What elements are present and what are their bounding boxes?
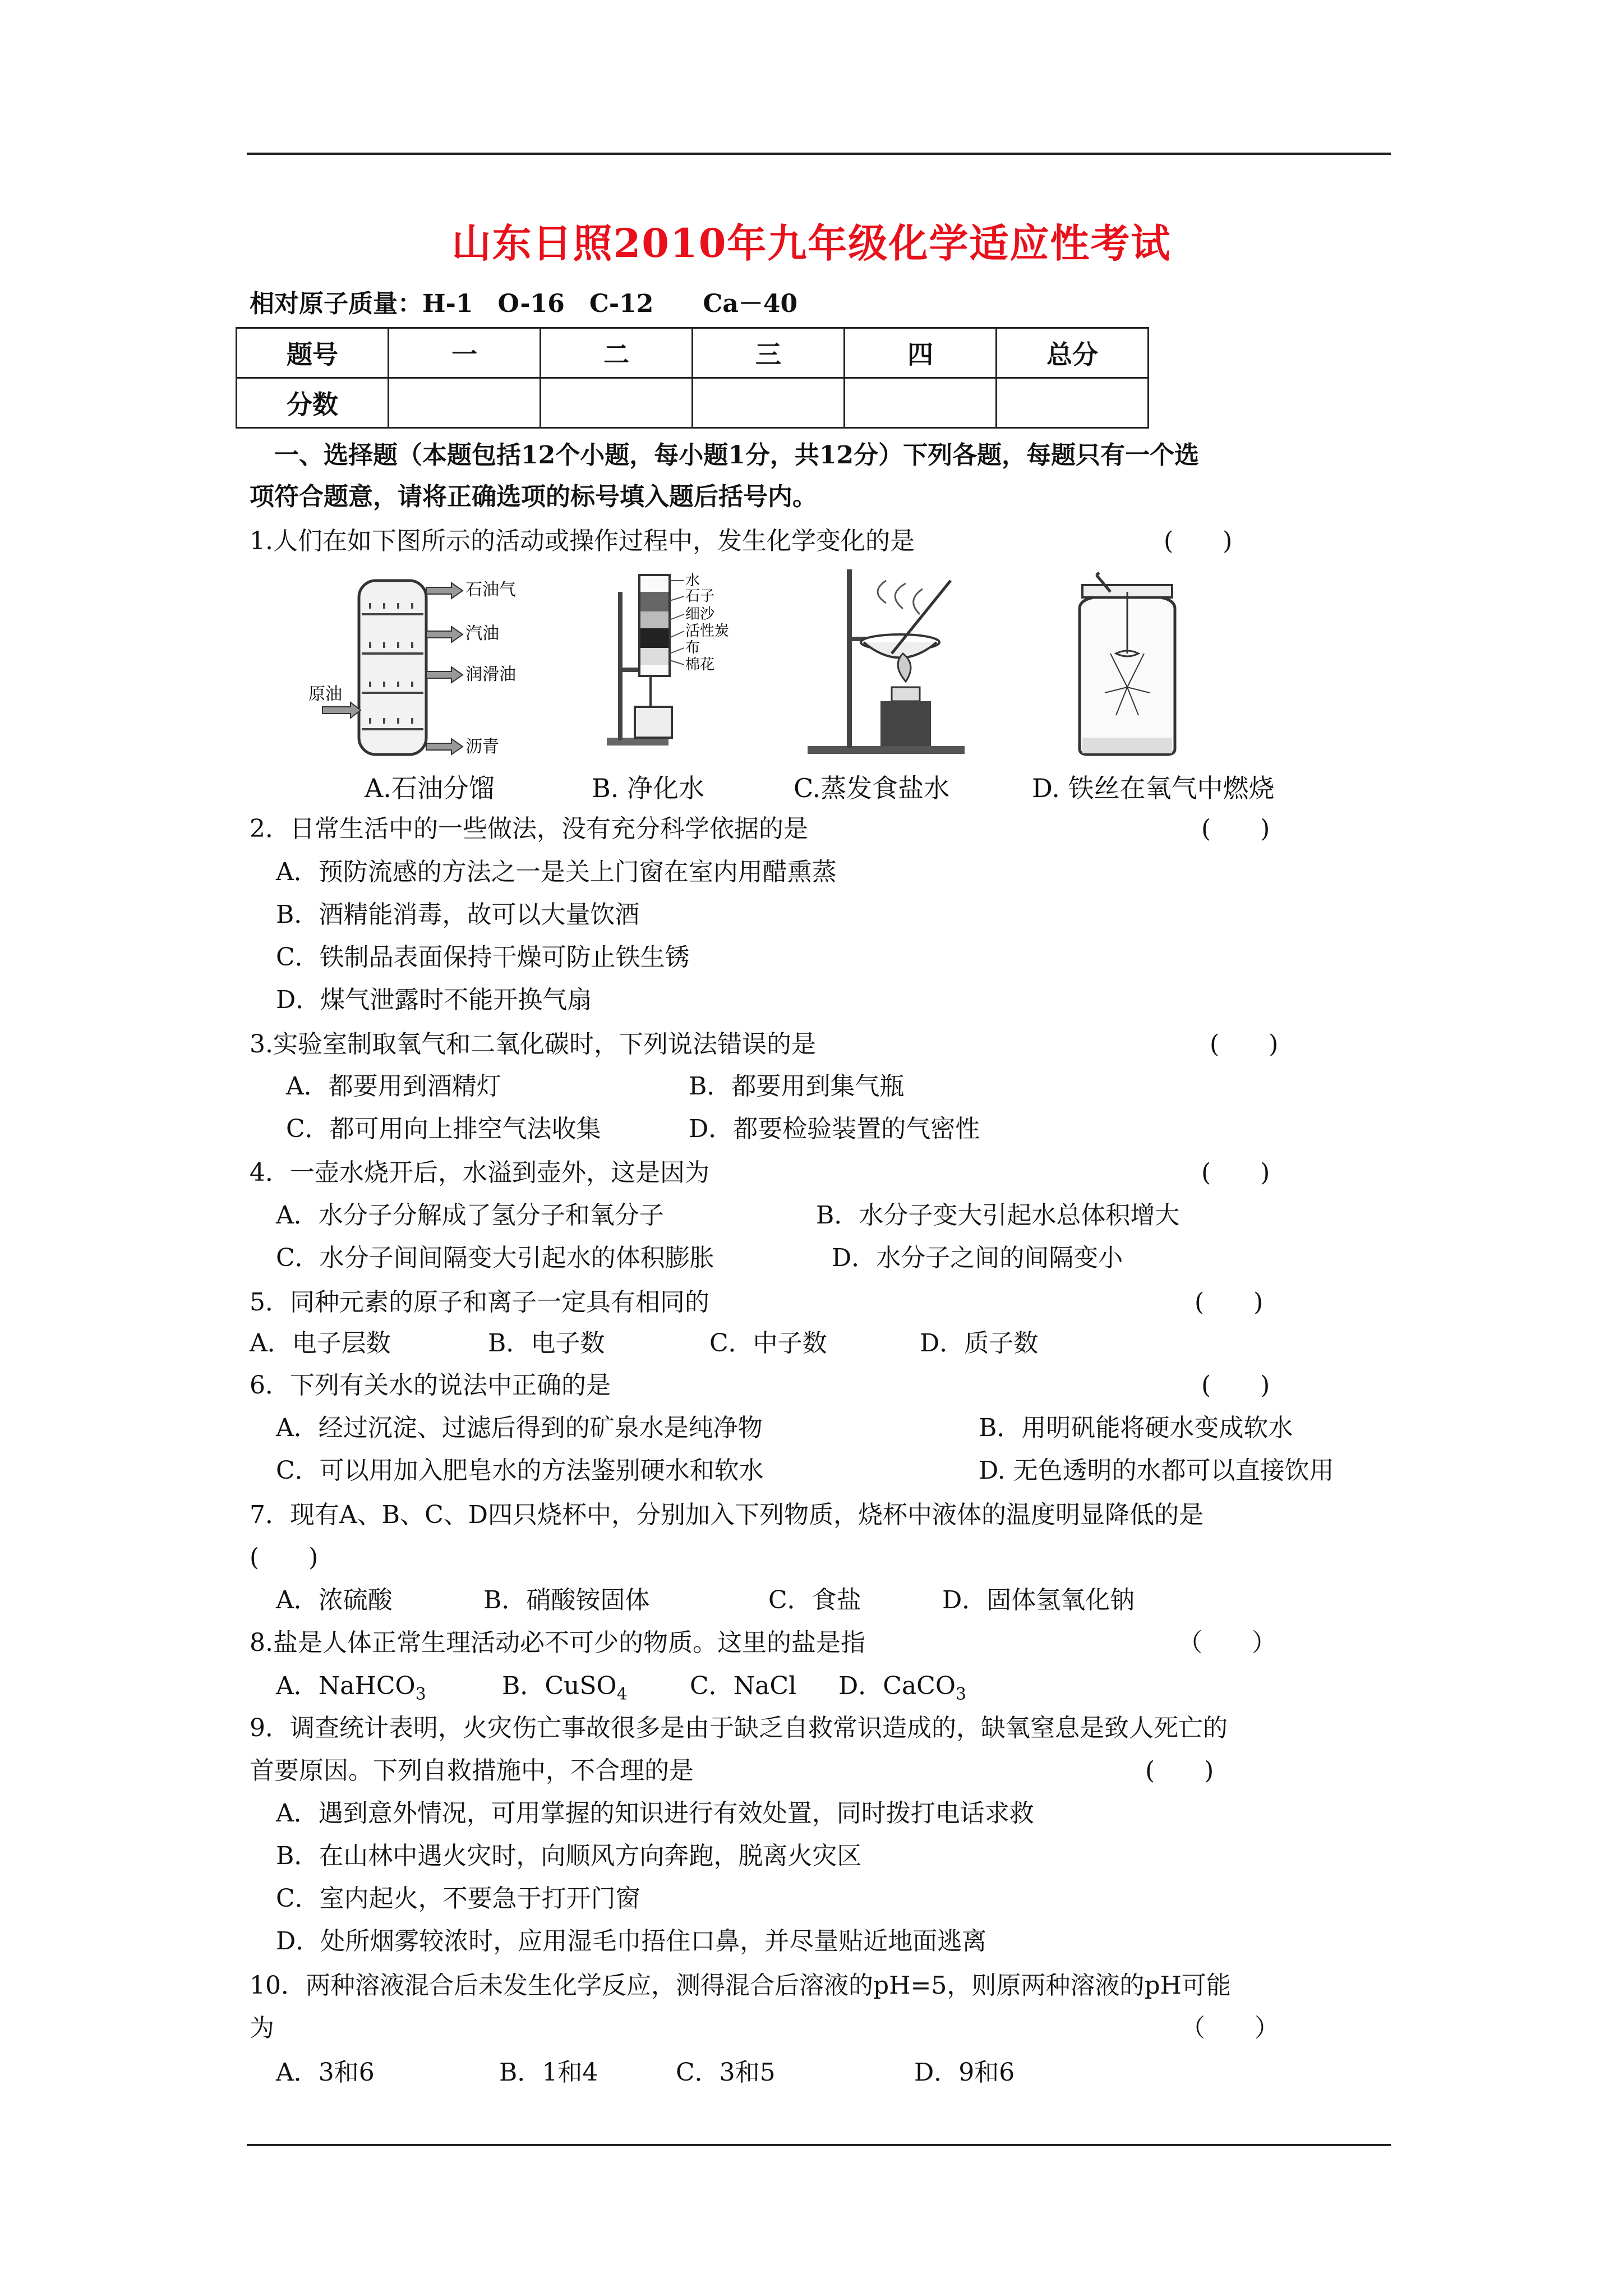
q7-option-a[interactable]: A．浓硫酸 <box>276 1586 393 1614</box>
q9-option-a[interactable]: A．遇到意外情况，可用掌握的知识进行有效处置，同时拨打电话求救 <box>276 1799 1034 1828</box>
score-header-cell: 题号 <box>237 328 389 378</box>
fig-label: 汽油 <box>465 624 499 643</box>
fig-label: 石子 <box>685 588 715 605</box>
q9-option-d[interactable]: D．处所烟雾较浓时，应用湿毛巾捂住口鼻，并尽量贴近地面逃离 <box>276 1927 987 1955</box>
q6-answer-paren[interactable]: ( ) <box>1201 1371 1270 1400</box>
score-cell[interactable] <box>541 378 693 428</box>
score-header-cell: 一 <box>389 328 541 378</box>
q2-stem: 2．日常生活中的一些做法，没有充分科学依据的是 <box>250 815 808 843</box>
q8-option-c[interactable]: C．NaCl <box>690 1672 797 1700</box>
q3-option-c[interactable]: C．都可用向上排空气法收集 <box>286 1115 601 1143</box>
q2-answer-paren[interactable]: ( ) <box>1201 815 1270 843</box>
score-header-cell: 二 <box>541 328 693 378</box>
score-row-label: 分数 <box>237 378 389 428</box>
q5-option-a[interactable]: A．电子层数 <box>250 1329 391 1358</box>
section1-instructions-line2: 项符合题意，请将正确选项的标号填入题后括号内。 <box>250 482 817 511</box>
q8-stem: 8.盐是人体正常生理活动必不可少的物质。这里的盐是指 <box>250 1628 865 1657</box>
score-header-cell: 三 <box>693 328 845 378</box>
score-cell[interactable] <box>845 378 997 428</box>
fig-label: 沥青 <box>465 737 499 757</box>
q3-option-a[interactable]: A．都要用到酒精灯 <box>286 1072 501 1101</box>
q1-answer-paren[interactable]: ( ) <box>1164 527 1233 555</box>
q3-answer-paren[interactable]: ( ) <box>1210 1030 1279 1059</box>
bottom-rule <box>247 2144 1391 2146</box>
q10-stem-line2: 为 <box>250 2014 274 2042</box>
q5-option-d[interactable]: D．质子数 <box>920 1329 1039 1358</box>
q6-option-d[interactable]: D. 无色透明的水都可以直接饮用 <box>979 1456 1334 1485</box>
fig-label: 水 <box>685 572 700 589</box>
score-table <box>236 327 1149 429</box>
q7-option-d[interactable]: D．固体氢氧化钠 <box>942 1586 1135 1614</box>
fig-label: 棉花 <box>685 656 715 673</box>
score-header-cell: 四 <box>845 328 997 378</box>
water-purifier-figure <box>600 569 746 766</box>
score-cell[interactable] <box>389 378 541 428</box>
score-cell[interactable] <box>997 378 1149 428</box>
q9-option-c[interactable]: C．室内起火，不要急于打开门窗 <box>276 1884 640 1913</box>
q9-stem-line1: 9．调查统计表明，火灾伤亡事故很多是由于缺乏自救常识造成的，缺氧窒息是致人死亡的 <box>250 1714 1228 1742</box>
q1-caption-c: C.蒸发食盐水 <box>794 773 950 803</box>
page-title: 山东日照2010年九年级化学适应性考试 <box>451 220 1172 266</box>
iron-combustion-figure <box>1054 569 1200 766</box>
q3-option-b[interactable]: B．都要用到集气瓶 <box>689 1072 905 1101</box>
q10-option-d[interactable]: D．9和6 <box>914 2058 1015 2087</box>
q10-answer-paren[interactable]: （ ） <box>1181 2014 1279 2042</box>
q6-option-c[interactable]: C．可以用加入肥皂水的方法鉴别硬水和软水 <box>276 1456 764 1485</box>
q8-option-a[interactable]: A．NaHCO$_3$ <box>276 1672 426 1704</box>
q10-option-b[interactable]: B．1和4 <box>499 2058 598 2087</box>
fig-label: 原油 <box>308 684 342 704</box>
q5-option-c[interactable]: C．中子数 <box>709 1329 827 1358</box>
fig-label: 石油气 <box>465 580 516 600</box>
q4-option-c[interactable]: C．水分子间间隔变大引起水的体积膨胀 <box>276 1244 714 1272</box>
q4-stem: 4．一壶水烧开后，水溢到壶外，这是因为 <box>250 1158 709 1187</box>
score-cell[interactable] <box>693 378 845 428</box>
q2-option-a[interactable]: A．预防流感的方法之一是关上门窗在室内用醋熏蒸 <box>276 858 837 886</box>
q2-option-b[interactable]: B．酒精能消毒，故可以大量饮酒 <box>276 900 640 929</box>
fig-label: 细沙 <box>685 606 715 623</box>
fig-label: 润滑油 <box>465 665 516 684</box>
q4-option-d[interactable]: D．水分子之间的间隔变小 <box>832 1244 1123 1272</box>
q1-stem: 1.人们在如下图所示的活动或操作过程中，发生化学变化的是 <box>250 527 915 555</box>
evaporation-figure <box>808 569 987 766</box>
q4-option-b[interactable]: B．水分子变大引起水总体积增大 <box>816 1201 1180 1230</box>
score-table-score-row <box>237 378 1149 428</box>
fig-label: 布 <box>685 639 700 656</box>
q2-option-d[interactable]: D．煤气泄露时不能开换气扇 <box>276 986 592 1014</box>
atomic-masses: 相对原子质量：H-1 O-16 C-12 Ca－40 <box>250 289 798 318</box>
q8-answer-paren[interactable]: （ ） <box>1178 1628 1276 1657</box>
q5-answer-paren[interactable]: ( ) <box>1195 1288 1264 1317</box>
q2-option-c[interactable]: C．铁制品表面保持干燥可防止铁生锈 <box>276 943 690 972</box>
q8-option-b[interactable]: B．CuSO$_4$ <box>502 1672 628 1704</box>
q10-option-c[interactable]: C．3和5 <box>676 2058 776 2087</box>
q9-answer-paren[interactable]: ( ) <box>1145 1756 1214 1785</box>
q7-stem: 7．现有A、B、C、D四只烧杯中，分别加入下列物质，烧杯中液体的温度明显降低的是 <box>250 1501 1204 1529</box>
q9-option-b[interactable]: B．在山林中遇火灾时，向顺风方向奔跑，脱离火灾区 <box>276 1842 862 1870</box>
q5-stem: 5．同种元素的原子和离子一定具有相同的 <box>250 1288 709 1317</box>
q4-option-a[interactable]: A．水分子分解成了氢分子和氧分子 <box>276 1201 664 1230</box>
q7-option-b[interactable]: B．硝酸铵固体 <box>483 1586 650 1614</box>
fig-label: 活性炭 <box>685 623 730 639</box>
q3-option-d[interactable]: D．都要检验装置的气密性 <box>689 1115 980 1143</box>
q6-option-a[interactable]: A．经过沉淀、过滤后得到的矿泉水是纯净物 <box>276 1414 763 1442</box>
q6-stem: 6．下列有关水的说法中正确的是 <box>250 1371 611 1400</box>
q9-stem-line2: 首要原因。下列自救措施中，不合理的是 <box>250 1756 694 1785</box>
score-table-header-row <box>237 328 1149 378</box>
q3-stem: 3.实验室制取氧气和二氧化碳时，下列说法错误的是 <box>250 1030 816 1059</box>
q1-caption-d: D. 铁丝在氧气中燃烧 <box>1032 773 1275 803</box>
section1-instructions-line1: 一、选择题（本题包括12个小题，每小题1分，共12分）下列各题，每题只有一个选 <box>250 441 1200 470</box>
q7-option-c[interactable]: C．食盐 <box>768 1586 861 1614</box>
q8-option-d[interactable]: D．CaCO$_3$ <box>838 1672 967 1704</box>
top-rule <box>247 153 1391 155</box>
q10-option-a[interactable]: A．3和6 <box>276 2058 375 2087</box>
q7-answer-paren[interactable]: ( ) <box>250 1543 319 1572</box>
q5-option-b[interactable]: B．电子数 <box>488 1329 605 1358</box>
q1-caption-b: B. 净化水 <box>592 773 705 803</box>
q1-caption-a: A.石油分馏 <box>365 773 495 803</box>
score-header-cell: 总分 <box>997 328 1149 378</box>
fractional-distillation-figure <box>306 569 541 766</box>
q4-answer-paren[interactable]: ( ) <box>1201 1158 1270 1187</box>
q10-stem-line1: 10．两种溶液混合后未发生化学反应，测得混合后溶液的pH=5，则原两种溶液的pH可能 <box>250 1971 1231 2000</box>
q6-option-b[interactable]: B．用明矾能将硬水变成软水 <box>979 1414 1293 1442</box>
